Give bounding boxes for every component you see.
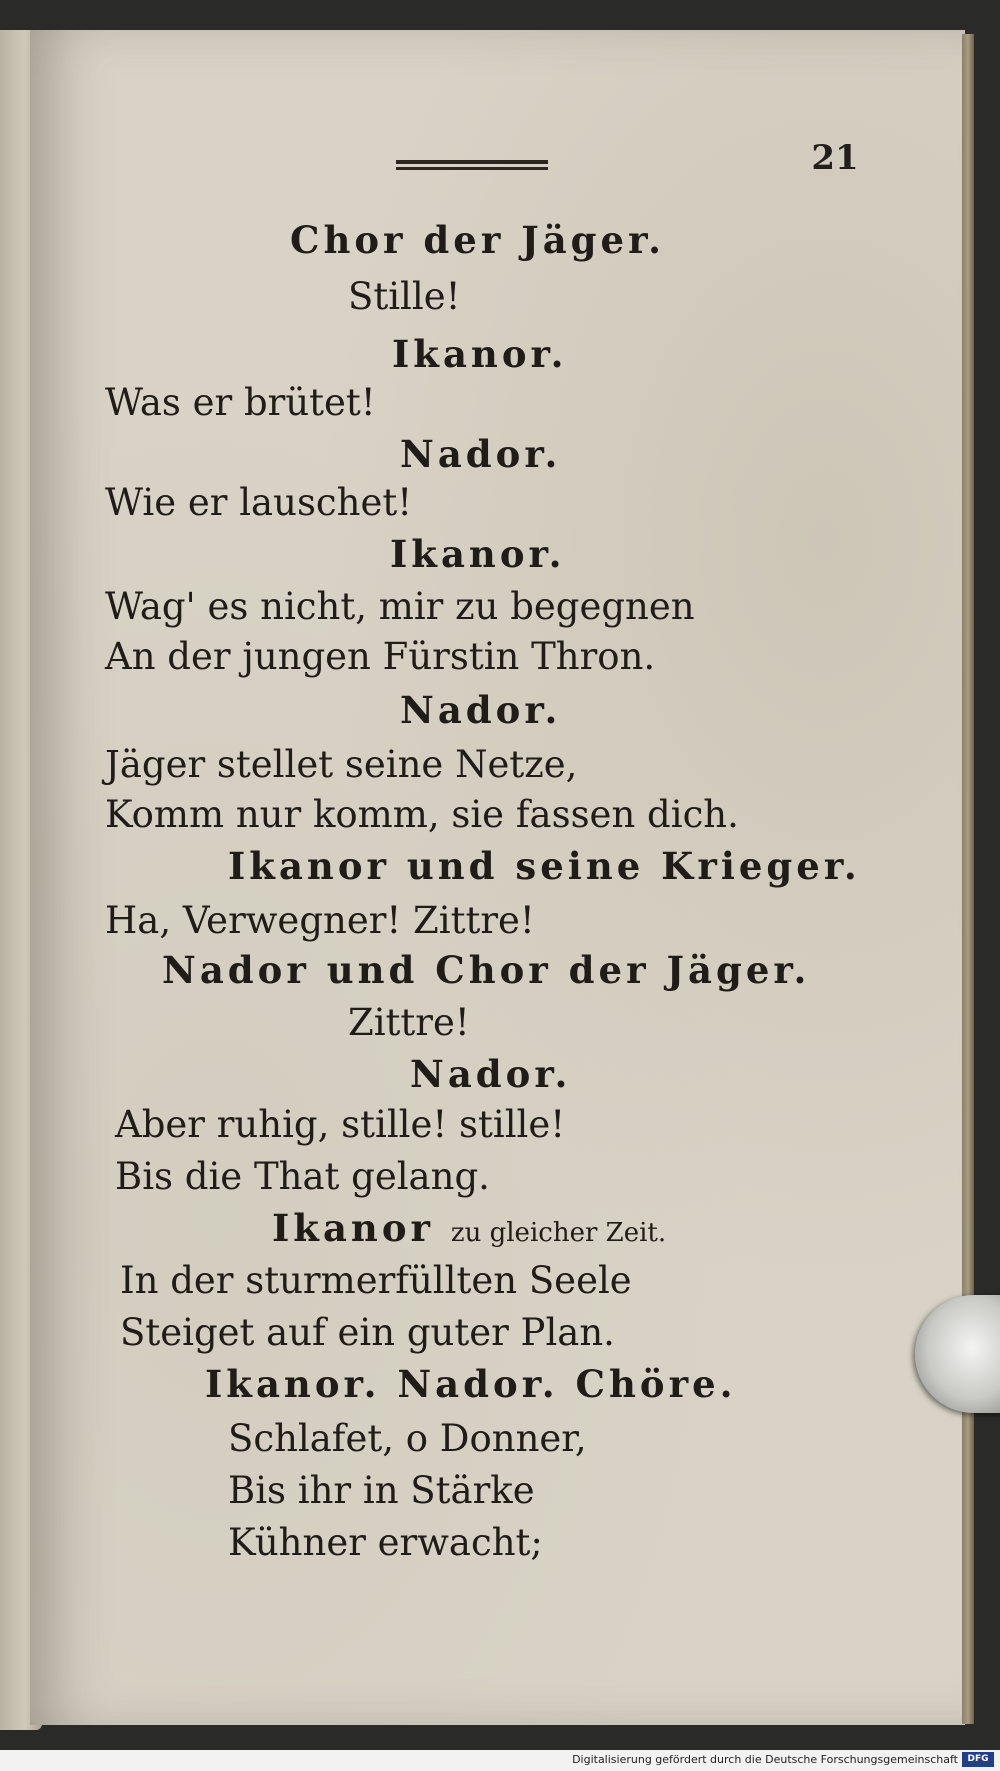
footer-bar: [0, 1750, 1000, 1771]
speaker-line: Nador.: [400, 688, 562, 732]
verse-line: Wag' es nicht, mir zu begegnen: [105, 585, 695, 628]
verse-line: In der sturmerfüllten Seele: [120, 1259, 632, 1302]
verse-line: Komm nur komm, sie fassen dich.: [105, 793, 739, 836]
verse-line: An der jungen Fürstin Thron.: [105, 635, 656, 678]
verse-line: Stille!: [348, 275, 461, 318]
speaker-line: Nador und Chor der Jäger.: [162, 948, 811, 992]
stage-direction: zu gleicher Zeit.: [450, 1218, 667, 1248]
verse-line: Kühner erwacht;: [228, 1521, 543, 1564]
verse-line: Was er brütet!: [105, 381, 376, 424]
verse-line: Aber ruhig, stille! stille!: [115, 1103, 566, 1146]
speaker-line: Chor der Jäger.: [290, 218, 666, 262]
speaker-line: Nador.: [400, 432, 562, 476]
speaker-line: [272, 1206, 667, 1250]
verse-line: Bis ihr in Stärke: [228, 1469, 535, 1512]
verse-line: Bis die That gelang.: [115, 1155, 490, 1198]
page-number: 21: [811, 138, 859, 178]
verse-line: Steiget auf ein guter Plan.: [120, 1311, 615, 1354]
verse-line: Wie er lauschet!: [105, 481, 413, 524]
speaker-line: Ikanor und seine Krieger.: [228, 844, 861, 888]
page-edge-shadow: [962, 34, 974, 1724]
verse-line: Ha, Verwegner! Zittre!: [105, 899, 535, 942]
dfg-logo: DFG: [962, 1752, 994, 1767]
speaker-line: Nador.: [410, 1052, 572, 1096]
speaker-line: Ikanor. Nador. Chöre.: [205, 1362, 737, 1406]
speaker-line: Ikanor.: [392, 332, 568, 376]
speaker-name: Ikanor: [272, 1206, 434, 1250]
funding-credit: Digitalisierung gefördert durch die Deutsche Forschungsgemeinschaft: [572, 1753, 958, 1766]
header-rule: [396, 160, 548, 174]
verse-line: Zittre!: [348, 1001, 470, 1044]
speaker-line: Ikanor.: [390, 532, 566, 576]
verse-line: Jäger stellet seine Netze,: [105, 743, 578, 786]
verse-line: Schlafet, o Donner,: [228, 1417, 587, 1460]
